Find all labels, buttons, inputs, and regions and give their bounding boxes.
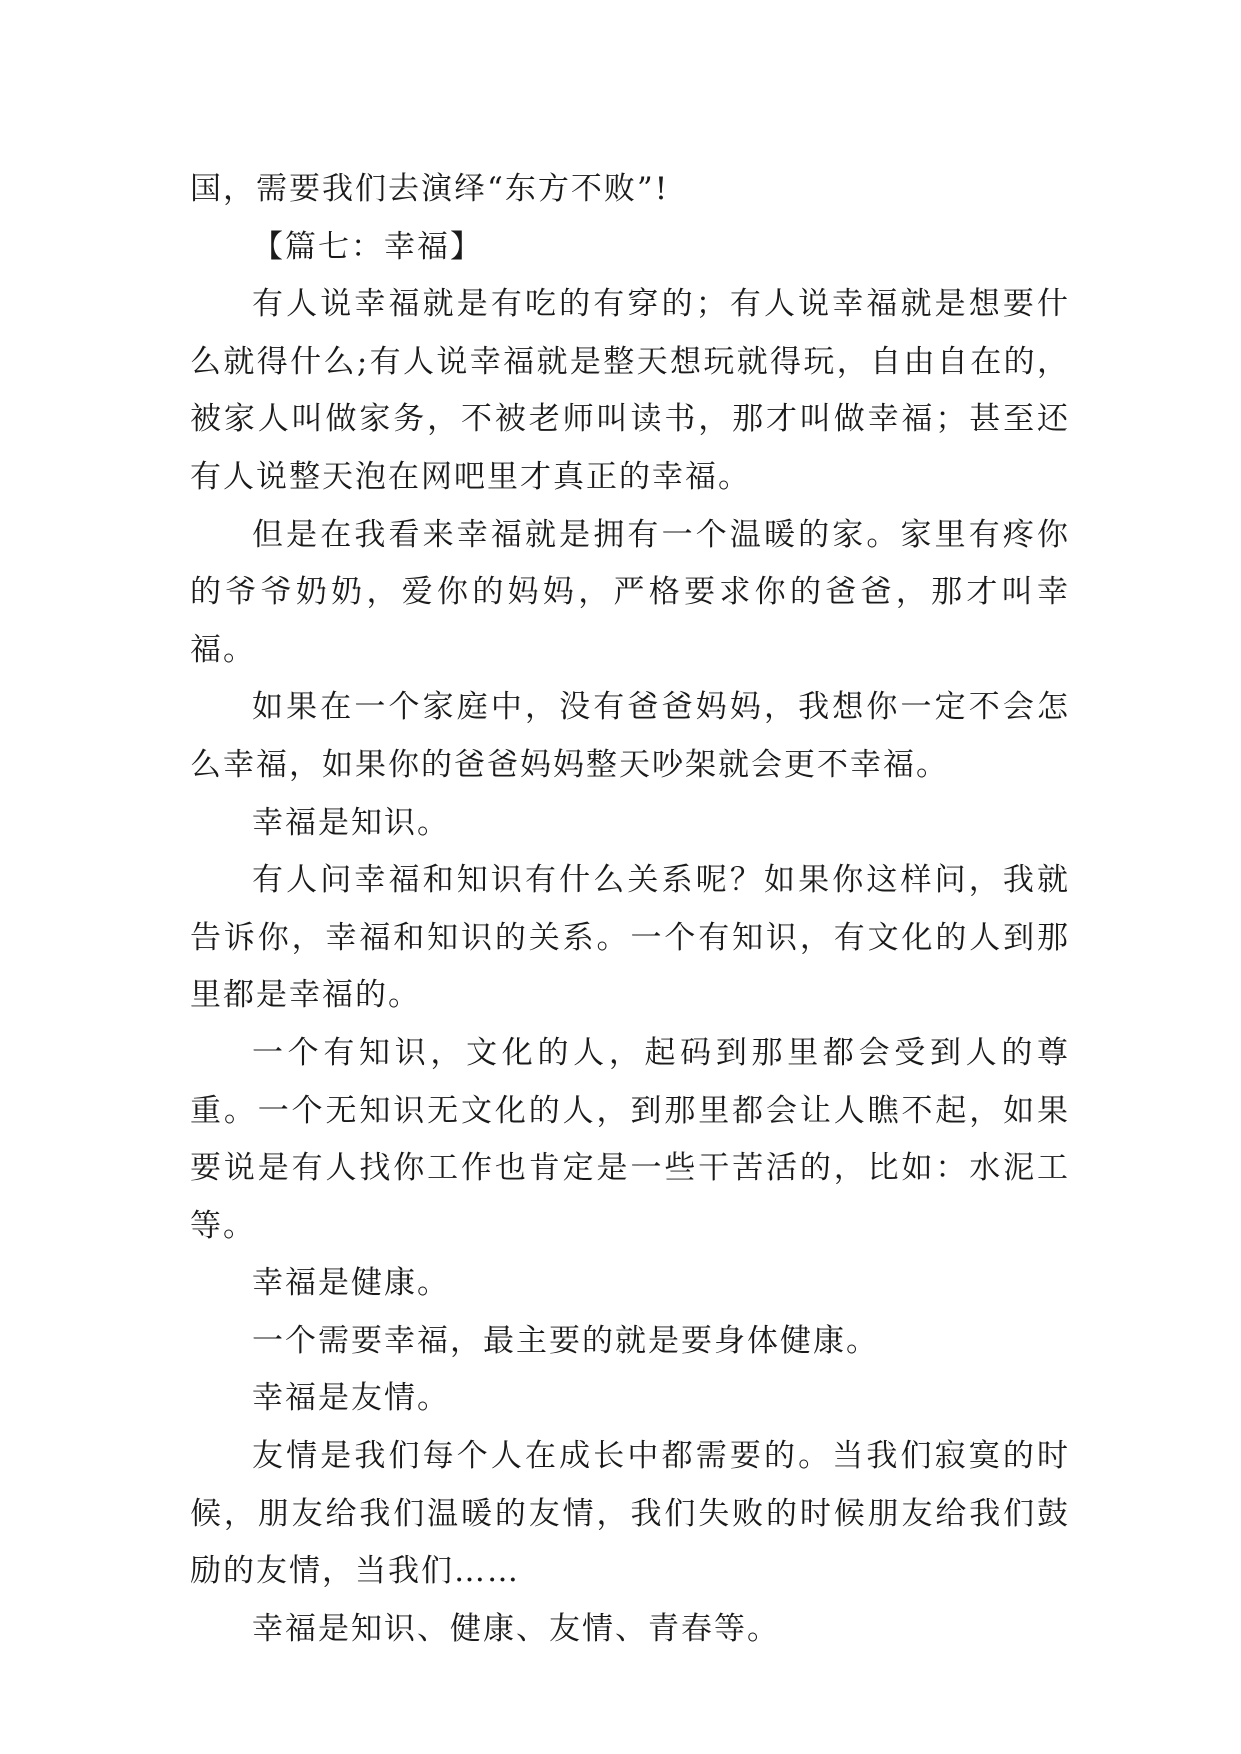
paragraph: 但是在我看来幸福就是拥有一个温暖的家。家里有疼你的爷爷奶奶，爱你的妈妈，严格要求你的爸爸，那才叫幸福。 bbox=[190, 516, 1070, 668]
paragraph: 幸福是知识。 bbox=[252, 804, 450, 841]
paragraph: 有人问幸福和知识有什么关系呢？如果你这样问，我就告诉你，幸福和知识的关系。一个有知识，有文化的人到那里都是幸福的。 bbox=[190, 862, 1070, 1014]
paragraph: 一个需要幸福，最主要的就是要身体健康。 bbox=[252, 1322, 879, 1359]
paragraph: 幸福是友情。 bbox=[252, 1380, 450, 1417]
paragraph: 幸福是健康。 bbox=[252, 1265, 450, 1302]
document-body bbox=[190, 161, 1070, 1658]
paragraph: 幸福是知识、健康、友情、青春等。 bbox=[252, 1610, 780, 1647]
paragraph: 如果在一个家庭中，没有爸爸妈妈，我想你一定不会怎么幸福，如果你的爸爸妈妈整天吵架就会更不幸福。 bbox=[190, 689, 1070, 783]
paragraph: 友情是我们每个人在成长中都需要的。当我们寂寞的时候，朋友给我们温暖的友情，我们失败的时候朋友给我们鼓励的友情，当我们…… bbox=[190, 1438, 1070, 1590]
paragraph: 有人说幸福就是有吃的有穿的；有人说幸福就是想要什么就得什么;有人说幸福就是整天想玩就得玩，自由自在的，被家人叫做家务，不被老师叫读书，那才叫做幸福；甚至还有人说整天泡在网吧里才真正的幸福。 bbox=[190, 286, 1070, 495]
paragraph-continuation: 国，需要我们去演绎“东方不败”! bbox=[190, 171, 670, 207]
section-heading: 【篇七：幸福】 bbox=[252, 228, 483, 265]
paragraph: 一个有知识，文化的人，起码到那里都会受到人的尊重。一个无知识无文化的人，到那里都会让人瞧不起，如果要说是有人找你工作也肯定是一些干苦活的，比如：水泥工等。 bbox=[190, 1034, 1070, 1244]
